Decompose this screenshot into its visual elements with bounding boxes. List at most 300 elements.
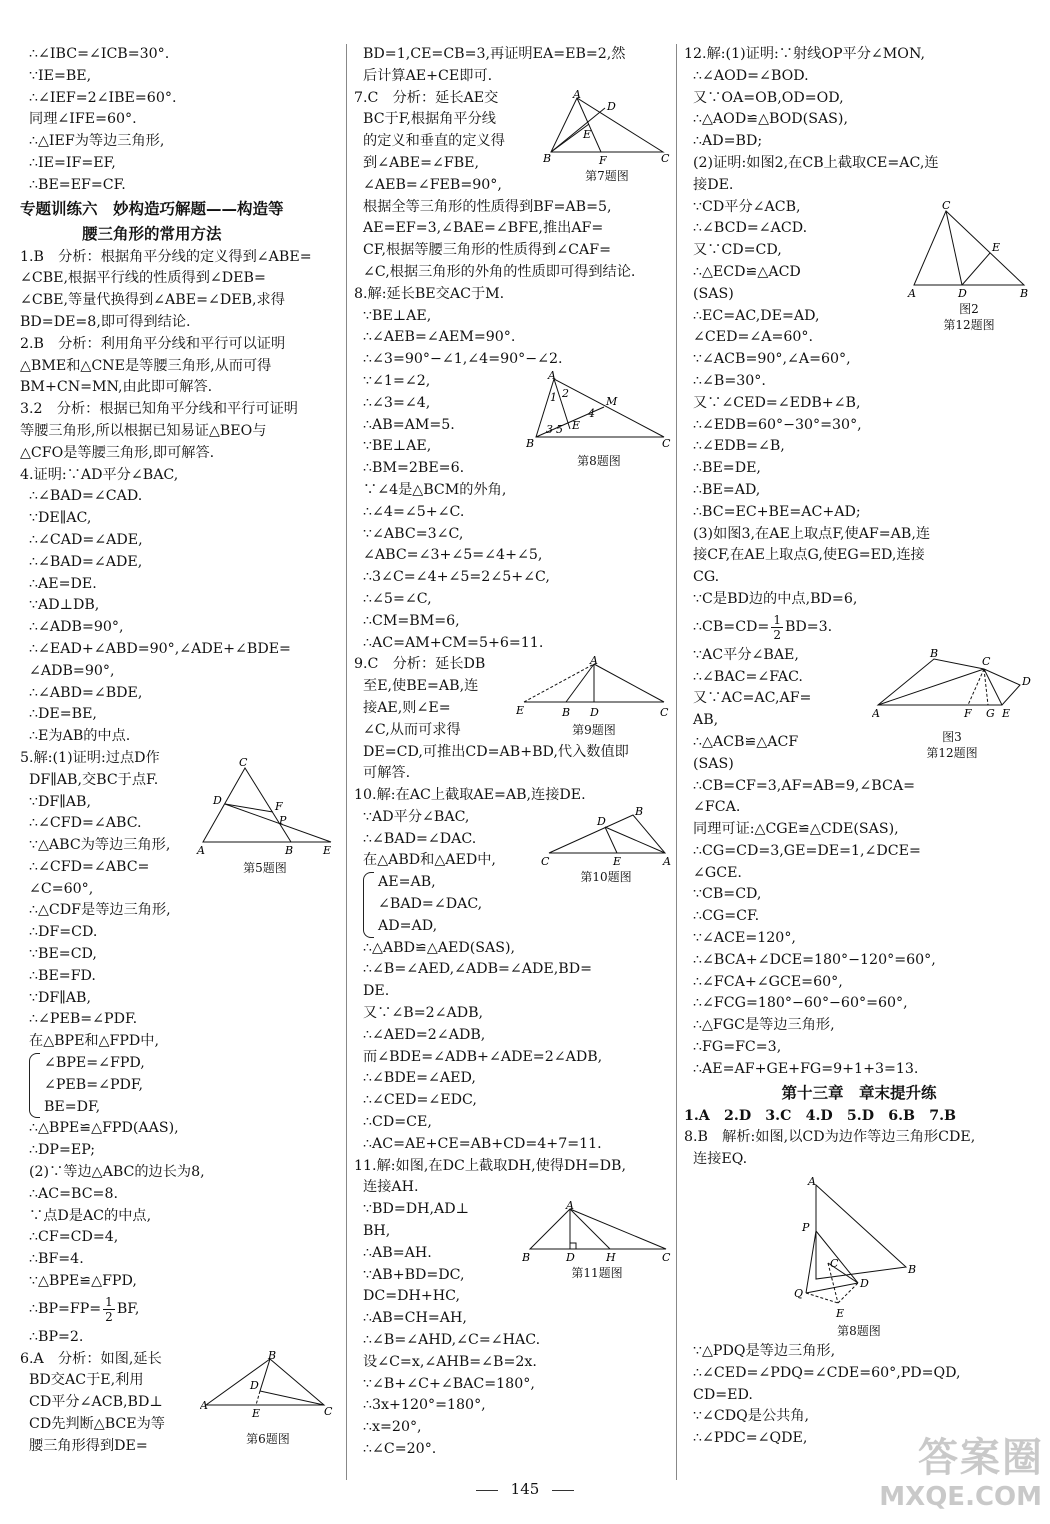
text-line: ∵AB+BD=DC,	[363, 1266, 465, 1283]
text-line: ∵AD⊥DB,	[29, 597, 100, 614]
text-line: ∴E为AB的中点.	[29, 728, 131, 745]
text-line: ∠ADB=90°,	[29, 662, 115, 679]
text-line: ∴∠BAD=∠ADE,	[29, 553, 143, 570]
text-line: 又∵∠B=2∠ADB,	[363, 1005, 484, 1022]
svg-text:B: B	[908, 1263, 917, 1277]
svg-text:Q: Q	[794, 1287, 804, 1301]
figure-caption: 第8题图	[837, 1324, 881, 1339]
text-line: BD=1,CE=CB=3,再证明EA=EB=2,然	[363, 46, 626, 62]
figure-7	[542, 90, 672, 184]
svg-text:F: F	[964, 706, 972, 720]
text-line: ∴∠IBC=∠ICB=30°.	[29, 46, 170, 62]
watermark-logo: 答案圈	[918, 1435, 1044, 1481]
text-line: ∴∠IEF=2∠IBE=60°.	[29, 89, 177, 106]
text-line: ∵DE∥AC,	[29, 510, 92, 527]
text-line: 接AE,则∠E=	[363, 699, 451, 716]
page-number: 145	[510, 1480, 540, 1498]
svg-text:P: P	[802, 1221, 810, 1235]
figure-8	[526, 371, 672, 469]
svg-text:3: 3	[546, 422, 553, 436]
question-3	[20, 399, 338, 464]
text-line: ∴AE=AF+GE+FG=9+1+3=13.	[693, 1060, 919, 1077]
figure-5-diagram	[195, 756, 335, 860]
svg-text:M: M	[606, 394, 618, 408]
text-line: ∴△FGC是等边三角形,	[693, 1017, 835, 1034]
figure-6-diagram	[200, 1351, 336, 1431]
text-line: ∴BP=2.	[29, 1328, 84, 1345]
brace-group	[20, 1053, 338, 1118]
text-line: 又∵∠CED=∠EDB+∠B,	[693, 394, 861, 411]
text-line: 的定义和垂直的定义得	[363, 133, 505, 150]
text-line: ∴∠CED=∠EDC,	[363, 1092, 477, 1109]
svg-text:A: A	[663, 854, 671, 868]
text-line: CD先判断△BCE为等	[29, 1416, 165, 1433]
figure-6	[198, 1351, 338, 1447]
svg-text:C: C	[660, 706, 669, 720]
text-line: ∴∠CFD=∠ABC.	[29, 815, 142, 832]
section-heading: 专题训练六 妙构造巧解题——构造等	[20, 199, 284, 218]
question-8	[354, 284, 672, 655]
fraction-numerator: 1	[105, 1295, 113, 1310]
text-line: ∴BM=2BE=6.	[363, 460, 465, 477]
section-heading-line2: 腰三角形的常用方法	[82, 224, 222, 243]
text-line: AB,	[693, 712, 719, 729]
svg-text:C: C	[541, 854, 550, 868]
column-1	[20, 44, 338, 1458]
text-line: ∴∠EDB=∠B,	[693, 438, 785, 455]
watermark-url: MXQE.COM	[879, 1482, 1042, 1512]
text-line: ∴△ACB≌△ACF	[693, 733, 799, 750]
text-line: 8.B 解析:如图,以CD为边作等边三角形CDE,	[684, 1129, 976, 1146]
text-line: ∴3x+120°=180°,	[363, 1397, 486, 1414]
svg-text:E: E	[836, 1307, 845, 1321]
text-line: ∴∠CED=∠PDQ=∠CDE=60°,PD=QD,	[693, 1364, 961, 1381]
figure-caption: 第12题图	[943, 317, 995, 332]
question-4	[20, 465, 338, 748]
text-line: ∴∠5=∠C,	[363, 590, 432, 607]
svg-text:D: D	[250, 1378, 259, 1392]
text-line: ∴∠B=∠AED,∠ADB=∠ADE,BD=	[363, 961, 592, 978]
text-line: (2)证明:如图2,在CB上截取CE=AC,连	[693, 154, 939, 171]
text-line: ∵△ABC为等边三角形,	[29, 837, 171, 854]
text-line: ∴AB=CH=AH,	[363, 1310, 467, 1327]
question-5	[20, 748, 338, 1349]
text-line: ∴∠4=∠5+∠C.	[363, 503, 465, 520]
text-line: ∵△PDQ是等边三角形,	[693, 1343, 836, 1360]
text-line: 后计算AE+CE即可.	[363, 67, 493, 84]
text-line: ∴CD=CE,	[363, 1114, 432, 1131]
figure-5	[192, 756, 338, 876]
text-line: ∴AC=BC=8.	[29, 1185, 118, 1202]
svg-text:A: A	[808, 1175, 816, 1189]
text-line: ∵AD平分∠BAC,	[363, 808, 470, 825]
text-line: ∴△CDF是等边三角形,	[29, 902, 171, 919]
fraction	[103, 1295, 115, 1324]
text-line: ∴∠B=30°.	[693, 372, 766, 389]
text-line: ∵BD=DH,AD⊥	[363, 1201, 469, 1218]
footer-dash	[476, 1490, 498, 1491]
svg-text:C: C	[942, 200, 951, 212]
fraction-numerator: 1	[773, 613, 781, 628]
figure-12a	[904, 201, 1034, 333]
figure-label: 图3	[942, 729, 962, 744]
question-10	[354, 785, 672, 1156]
fraction	[771, 613, 783, 642]
svg-text:E: E	[323, 843, 332, 857]
text-line: 又∵AC=AC,AF=	[693, 690, 812, 707]
text-line: 10.解:在AC上截取AE=AB,连接DE.	[354, 787, 586, 804]
question-2	[20, 334, 338, 399]
svg-text:B: B	[285, 843, 294, 857]
text-line: ∴∠BCD=∠ACD.	[693, 220, 808, 237]
text-line: ∵BE⊥AE,	[363, 438, 432, 455]
text-line: ∴∠AEB=∠AEM=90°.	[363, 329, 516, 346]
text-line: ∵AC平分∠BAE,	[693, 646, 799, 663]
text-line: 而∠BDE=∠ADB+∠ADE=2∠ADB,	[363, 1048, 603, 1065]
text-line: ∴△IEF为等边三角形,	[29, 133, 165, 150]
text-line: CF,根据等腰三角形的性质得到∠CAF=	[363, 242, 611, 259]
text-line: BE=DF,	[44, 1098, 101, 1115]
figure-caption: 第7题图	[585, 168, 629, 183]
svg-text:B: B	[930, 646, 939, 660]
column-2	[354, 44, 672, 1461]
text-line: ∴CF=CD=4,	[29, 1229, 119, 1246]
text-line: 9.C 分析：延长DB	[354, 656, 486, 673]
text-line: ∵∠CDQ是公共角,	[693, 1408, 810, 1425]
svg-text:A: A	[908, 286, 916, 300]
text-line: ∴△ABD≌△AED(SAS),	[363, 939, 516, 956]
text-line: ∴△ECD≌△ACD	[693, 263, 801, 280]
text-line: ∴∠BAD=∠DAC.	[363, 830, 477, 847]
svg-text:C: C	[662, 436, 671, 450]
figure-8-diagram	[526, 371, 672, 453]
text-line: ∴∠AOD=∠BOD.	[693, 67, 809, 84]
text-line: 等腰三角形,所以根据已知易证△BEO与	[20, 422, 267, 439]
text-line: △CFO是等腰三角形,即可解答.	[20, 444, 215, 461]
figure-ch13-8	[684, 1175, 1034, 1339]
text-line: CD=ED.	[693, 1386, 753, 1403]
text-line: ∵C是BD边的中点,BD=6,	[693, 590, 858, 607]
text-line: (2)∵等边△ABC的边长为8,	[29, 1164, 205, 1181]
text-line: BC于F,根据角平分线	[363, 111, 496, 128]
text-line: ∴BE=FD.	[29, 967, 96, 984]
text-line: 接DE.	[693, 176, 734, 193]
svg-text:E: E	[1002, 706, 1011, 720]
figure-10-diagram	[541, 807, 671, 869]
text-span: BD=3.	[784, 618, 833, 635]
svg-text:A: A	[566, 1199, 574, 1213]
text-line: ∵CB=CD,	[693, 886, 762, 903]
text-line: 连接AH.	[363, 1179, 419, 1196]
text-line: ∴∠CAD=∠ADE,	[29, 531, 143, 548]
text-line: CD平分∠ACB,BD⊥	[29, 1394, 163, 1411]
svg-text:A: A	[573, 89, 581, 101]
svg-text:D: D	[597, 814, 606, 828]
text-line: AD=AD,	[378, 917, 438, 934]
text-line: 12.解:(1)证明:∵射线OP平分∠MON,	[684, 46, 925, 62]
svg-text:F: F	[599, 153, 607, 167]
fraction-line	[20, 1293, 338, 1327]
text-line: ∴∠AED=2∠ADB,	[363, 1026, 486, 1043]
text-line: 1.B 分析：根据角平分线的定义得到∠ABE=	[20, 248, 312, 265]
figure-10	[540, 807, 672, 885]
figure-caption: 第12题图	[926, 745, 978, 760]
svg-text:B: B	[635, 806, 644, 818]
text-line: ∴∠EDB=60°−30°=30°,	[693, 416, 862, 433]
svg-text:B: B	[522, 1251, 531, 1265]
text-line: ∵BE=CD,	[29, 946, 97, 963]
text-line: ∴∠FCG=180°−60°−60°=60°,	[693, 995, 908, 1012]
text-line: ∴∠B=∠AHD,∠C=∠HAC.	[363, 1332, 541, 1349]
svg-text:E: E	[583, 127, 592, 141]
text-line: ∴∠CFD=∠ABC=	[29, 858, 150, 875]
column-divider	[346, 44, 347, 1480]
text-line: ∴∠PDC=∠QDE,	[693, 1430, 808, 1447]
text-line: ∠C,根据三角形的外角的性质即可得到结论.	[363, 263, 636, 280]
figure-caption: 第11题图	[571, 1266, 623, 1281]
text-line: 在△ABD和△AED中,	[363, 852, 496, 869]
text-line: DE.	[363, 983, 390, 1000]
text-line: ∠CBE,等量代换得到∠ABE=∠DEB,求得	[20, 292, 285, 309]
figure-ch13-8-diagram	[794, 1175, 924, 1323]
text-line: (SAS)	[693, 755, 734, 772]
text-line: 4.证明:∵AD平分∠BAC,	[20, 466, 179, 483]
svg-text:4: 4	[588, 406, 595, 420]
text-line: ∴BE=AD,	[693, 481, 761, 498]
text-line: 又∵OA=OB,OD=OD,	[693, 89, 844, 106]
figure-caption: 第9题图	[572, 723, 616, 738]
svg-text:C: C	[661, 151, 670, 165]
answer-list: 1.A 2.D 3.C 4.D 5.D 6.B 7.B	[684, 1107, 956, 1124]
text-line: ∴BE=EF=CF.	[29, 176, 126, 193]
figure-9-diagram	[516, 656, 672, 722]
svg-text:D: D	[1022, 674, 1031, 688]
text-line: DE=CD,可推出CD=AB+BD,代入数值即	[363, 743, 629, 760]
text-line: ∴EC=AC,DE=AD,	[693, 307, 820, 324]
svg-text:E: E	[992, 240, 1001, 254]
text-line: 至E,使BE=AB,连	[363, 678, 479, 695]
svg-text:A: A	[590, 656, 598, 668]
figure-12b-diagram	[872, 647, 1032, 729]
svg-text:A: A	[197, 843, 205, 857]
text-line: ∴BC=EC+BE=AC+AD;	[693, 503, 861, 520]
text-line: 根据全等三角形的性质得到BF=AB=5,	[363, 198, 612, 215]
text-line: 5.解:(1)证明:过点D作	[20, 749, 160, 766]
text-line: ∵∠ABC=3∠C,	[363, 525, 464, 542]
text-line: ∠ABC=∠3+∠5=∠4+∠5,	[363, 547, 543, 564]
text-line: ∴AB=AH.	[363, 1244, 432, 1261]
text-line: ∴FG=FC=3,	[693, 1039, 782, 1056]
text-line: ∴∠ABD=∠BDE,	[29, 684, 143, 701]
text-line: 3.2 分析：根据已知角平分线和平行可证明	[20, 401, 298, 418]
svg-text:2: 2	[562, 386, 569, 400]
text-line: ∵△BPE≌△FPD,	[29, 1273, 137, 1290]
svg-text:B: B	[562, 706, 571, 720]
svg-text:E: E	[613, 854, 622, 868]
fraction-denominator: 2	[773, 628, 781, 643]
figure-caption: 第10题图	[580, 869, 632, 884]
text-line: AE=AB,	[378, 874, 436, 891]
question-7	[354, 88, 672, 284]
svg-text:A: A	[200, 1398, 208, 1412]
text-line: ∵∠1=∠2,	[363, 372, 431, 389]
question-12	[684, 44, 1034, 1081]
svg-text:C: C	[324, 1404, 333, 1418]
text-span: ∴CB=CD=	[693, 618, 770, 635]
text-line: 在△BPE和△FPD中,	[29, 1033, 159, 1050]
text-line: ∵∠ACB=90°,∠A=60°,	[693, 351, 851, 368]
text-line: CG.	[693, 569, 720, 586]
text-line: AE=EF=3,∠BAE=∠BFE,推出AF=	[363, 220, 604, 237]
figure-caption: 第6题图	[246, 1431, 290, 1446]
text-line: BH,	[363, 1223, 391, 1240]
text-line: ∠BAD=∠DAC,	[378, 896, 483, 913]
svg-text:H: H	[606, 1251, 616, 1265]
text-span: ∴BP=FP=	[29, 1300, 102, 1317]
text-line: ∴∠BDE=∠AED,	[363, 1070, 476, 1087]
text-line: ∴AC=AE+CE=AB+CD=4+7=11.	[363, 1135, 602, 1152]
text-line: 8.解:延长BE交AC于M.	[354, 285, 505, 302]
fraction-line	[684, 611, 1034, 645]
svg-text:A: A	[872, 706, 880, 720]
text-line: 连接EQ.	[693, 1151, 748, 1168]
text-line: ∴∠BAC=∠FAC.	[693, 668, 803, 685]
text-line: ∴CG=CF.	[693, 908, 760, 925]
svg-text:A: A	[548, 370, 556, 382]
text-line: DF∥AB,交BC于点F.	[29, 771, 159, 788]
svg-text:F: F	[275, 799, 283, 813]
text-line: ∴AE=DE.	[29, 575, 97, 592]
text-line: 腰三角形得到DE=	[29, 1437, 148, 1454]
text-line: ∠CBE,根据平行线的性质得到∠DEB=	[20, 270, 266, 287]
text-line: (3)如图3,在AE上取点F,使AF=AB,连	[693, 525, 931, 542]
text-line: ∴BE=DE,	[693, 460, 761, 477]
question-1	[20, 247, 338, 334]
text-line: 设∠C=x,∠AHB=∠B=2x.	[363, 1353, 537, 1370]
svg-text:E: E	[516, 704, 525, 718]
svg-text:B: B	[268, 1350, 277, 1362]
text-line: ∠PEB=∠PDF,	[44, 1076, 144, 1093]
text-line: BD=DE=8,即可得到结论.	[20, 313, 191, 330]
text-line: ∠GCE.	[693, 864, 742, 881]
svg-text:D: D	[566, 1251, 575, 1265]
text-line: ∴△AOD≌△BOD(SAS),	[693, 111, 848, 128]
svg-text:B: B	[543, 151, 552, 165]
text-line: ∴∠ADB=90°,	[29, 619, 124, 636]
text-line: ∴AB=AM=5.	[363, 416, 455, 433]
figure-12b	[870, 647, 1034, 761]
text-line: 同理可证:△CGE≌△CDE(SAS),	[693, 821, 899, 838]
svg-text:D: D	[860, 1277, 869, 1291]
text-line: ∴IE=IF=EF,	[29, 154, 116, 171]
svg-text:1: 1	[550, 390, 557, 404]
column-3	[684, 44, 1034, 1450]
text-line: ∠BPE=∠FPD,	[44, 1055, 145, 1072]
text-line: ∴△BPE≌△FPD(AAS),	[29, 1120, 179, 1137]
text-line: ∵IE=BE,	[29, 67, 92, 84]
column-divider	[676, 44, 677, 1480]
text-line: ∴∠C=20°.	[363, 1441, 437, 1457]
text-line: 6.A 分析：如图,延长	[20, 1350, 162, 1367]
text-line: ∵∠B+∠C+∠BAC=180°,	[363, 1375, 535, 1392]
text-line: (SAS)	[693, 285, 734, 302]
text-line: ∠C=60°,	[29, 880, 94, 897]
text-line: ∠C,从而可求得	[363, 721, 461, 738]
text-line: ∴∠FCA+∠GCE=60°,	[693, 973, 843, 990]
svg-text:D: D	[590, 706, 599, 720]
question-11	[354, 1156, 672, 1461]
figure-11	[522, 1199, 672, 1281]
figure-9	[516, 656, 672, 738]
text-line: ∴AD=BD;	[693, 133, 763, 150]
text-line: ∴∠BAD=∠CAD.	[29, 488, 143, 505]
svg-text:B: B	[1020, 286, 1029, 300]
text-line: ∴CG=CD=3,GE=DE=1,∠DCE=	[693, 842, 921, 859]
text-line: 到∠ABE=∠FBE,	[363, 154, 480, 171]
text-line: ∴x=20°,	[363, 1419, 422, 1436]
text-line: ∠AEB=∠FEB=90°,	[363, 176, 502, 193]
text-line: ∴∠PEB=∠PDF.	[29, 1011, 138, 1028]
text-line: ∠FCA.	[693, 799, 741, 816]
svg-text:D: D	[958, 286, 967, 300]
figure-caption: 第8题图	[577, 453, 621, 468]
svg-text:E: E	[572, 418, 581, 432]
figure-caption: 第5题图	[243, 860, 287, 875]
brace-group	[354, 872, 536, 937]
fraction-denominator: 2	[105, 1310, 113, 1325]
svg-text:D: D	[607, 99, 616, 113]
svg-text:C: C	[662, 1251, 671, 1265]
figure-7-diagram	[543, 90, 671, 168]
chapter-heading: 第十三章 章末提升练	[781, 1083, 937, 1102]
text-line: BD交AC于E,利用	[29, 1372, 144, 1389]
text-line: DC=DH+HC,	[363, 1288, 460, 1305]
question-9	[354, 654, 672, 785]
text-line: △BME和△CNE是等腰三角形,从而可得	[20, 357, 272, 374]
svg-text:G: G	[986, 706, 995, 720]
text-line: ∵点D是AC的中点,	[29, 1207, 152, 1224]
text-line: 接CF,在AE上取点G,使EG=ED,连接	[693, 547, 925, 564]
text-line: 2.B 分析：利用角平分线和平行可以证明	[20, 335, 286, 352]
text-line: ∴3∠C=∠4+∠5=2∠5+∠C,	[363, 569, 550, 586]
text-line: BM+CN=MN,由此即可解答.	[20, 379, 213, 396]
footer-dash	[552, 1490, 574, 1491]
text-line: ∴∠EAD+∠ABD=90°,∠ADE+∠BDE=	[29, 640, 291, 657]
figure-12a-diagram	[906, 201, 1032, 301]
text-line: ∴BF=4.	[29, 1251, 84, 1268]
figure-11-diagram	[522, 1199, 672, 1265]
svg-text:C: C	[830, 1257, 839, 1271]
text-line: 11.解:如图,在DC上截取DH,使得DH=DB,	[354, 1157, 626, 1174]
text-line: ∴DE=BE,	[29, 706, 97, 723]
text-span: BF,	[116, 1300, 140, 1317]
text-line: ∵DF∥AB,	[29, 989, 91, 1006]
text-line: ∠CED=∠A=60°.	[693, 329, 814, 346]
block-continuation	[20, 44, 338, 197]
text-line: ∴∠BCA+∠DCE=180°−120°=60°,	[693, 951, 936, 968]
question-6	[20, 1349, 338, 1458]
text-line: ∴AC=AM+CM=5+6=11.	[363, 634, 544, 651]
text-line: ∴DF=CD.	[29, 924, 98, 941]
text-line: ∴CB=CF=3,AF=AB=9,∠BCA=	[693, 777, 915, 794]
text-line: ∵DF∥AB,	[29, 793, 91, 810]
text-line: 可解答.	[363, 765, 411, 782]
text-line: 同理∠IFE=60°.	[29, 111, 137, 128]
svg-text:C: C	[982, 654, 991, 668]
text-line: 7.C 分析：延长AE交	[354, 89, 499, 106]
text-line: ∵CD平分∠ACB,	[693, 198, 801, 215]
svg-text:5: 5	[556, 422, 563, 436]
